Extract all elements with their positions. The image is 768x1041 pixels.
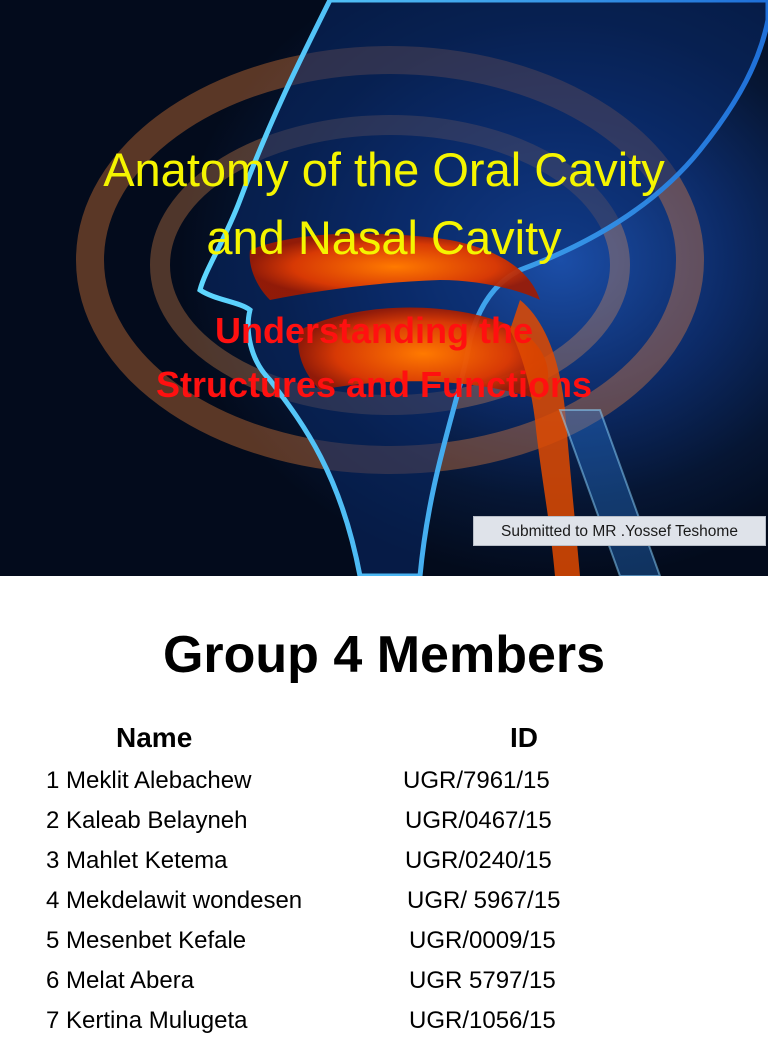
- member-row: [0, 881, 768, 921]
- member-id: UGR/7961/15: [403, 767, 550, 794]
- member-name: 6 Melat Abera: [46, 967, 195, 994]
- slide-title: [20, 136, 748, 272]
- title-line-1: Anatomy of the Oral Cavity: [103, 143, 665, 196]
- member-id: UGR/0240/15: [405, 847, 552, 874]
- member-row: [0, 921, 768, 961]
- slide-subtitle: [20, 304, 728, 412]
- group-title: Group 4 Members: [162, 626, 606, 684]
- member-id: UGR/ 5967/15: [407, 887, 561, 914]
- member-name: 2 Kaleab Belayneh: [46, 807, 248, 834]
- column-header-id: ID: [510, 722, 538, 753]
- member-row: [0, 1001, 768, 1041]
- member-name: 4 Mekdelawit wondesen: [46, 887, 303, 914]
- title-line-2: and Nasal Cavity: [206, 211, 562, 264]
- column-header-name: Name: [116, 722, 193, 753]
- submitted-to-box: Submitted to MR .Yossef Teshome: [473, 516, 766, 546]
- member-id: UGR/1056/15: [409, 1007, 556, 1034]
- member-row: [0, 841, 768, 881]
- member-name: 5 Mesenbet Kefale: [46, 927, 247, 954]
- member-id: UGR/0009/15: [409, 927, 556, 954]
- subtitle-line-1: Understanding the: [214, 310, 533, 351]
- subtitle-line-2: Structures and Functions: [155, 364, 593, 405]
- member-name: 3 Mahlet Ketema: [46, 847, 228, 874]
- member-row: [0, 961, 768, 1001]
- members-slide: [0, 576, 768, 1034]
- member-id: UGR/0467/15: [405, 807, 552, 834]
- member-id: UGR 5797/15: [409, 967, 556, 994]
- member-name: 7 Kertina Mulugeta: [46, 1007, 248, 1034]
- member-name: 1 Meklit Alebachew: [46, 767, 252, 794]
- member-row: [0, 761, 768, 801]
- member-row: [0, 801, 768, 841]
